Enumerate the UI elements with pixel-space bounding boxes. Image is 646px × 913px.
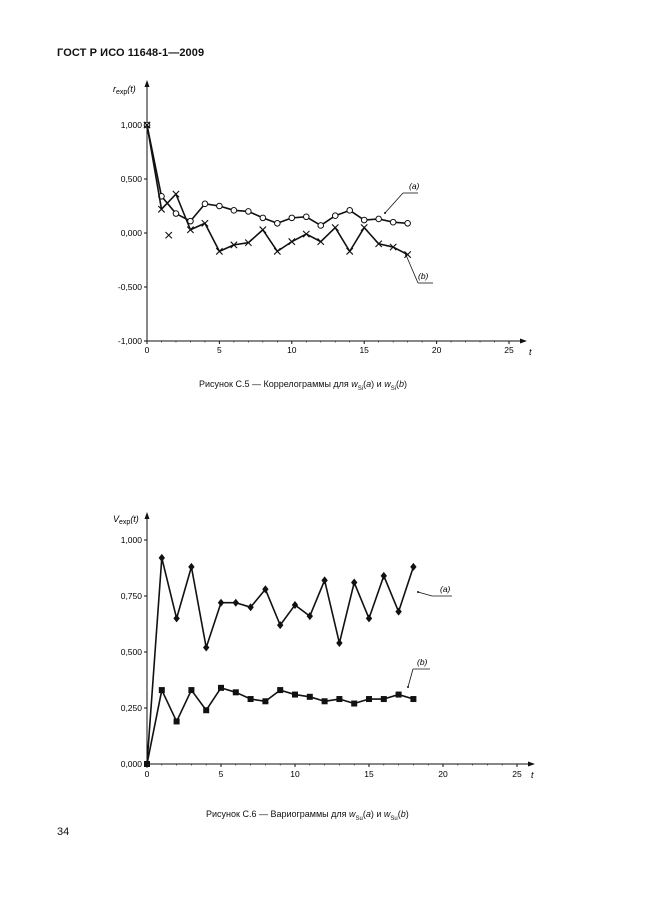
data-point xyxy=(366,614,372,622)
y-axis-label-main: V xyxy=(113,514,120,524)
data-point xyxy=(188,687,194,693)
data-point xyxy=(381,696,387,702)
y-tick-label: 0,500 xyxy=(120,647,142,657)
data-point xyxy=(218,599,224,607)
variogram-axes xyxy=(121,512,535,779)
data-point xyxy=(159,554,165,562)
x-tick-label: 20 xyxy=(431,345,442,355)
series-callout-label: (a) xyxy=(440,584,451,594)
data-point xyxy=(410,696,416,702)
series-callout-label: (a) xyxy=(409,181,420,191)
y-tick-label: 0,250 xyxy=(120,703,142,713)
y-tick-label: 0,000 xyxy=(120,759,142,769)
y-axis-label-arg: (t) xyxy=(127,84,136,94)
caption-prefix: Рисунок С.5 — Коррелограммы для xyxy=(199,379,352,389)
x-tick-label: 10 xyxy=(290,769,300,779)
caption-prefix: Рисунок С.6 — Вариограммы для xyxy=(206,809,350,819)
callout-leader xyxy=(408,669,413,687)
caption-mid1: ( xyxy=(363,379,367,389)
data-point xyxy=(188,563,194,571)
data-point xyxy=(173,614,179,622)
caption-a: a xyxy=(366,379,372,389)
data-point xyxy=(174,718,180,724)
series-0 xyxy=(144,554,417,768)
caption-w1: w xyxy=(349,809,356,819)
variogram-labels xyxy=(113,514,534,780)
x-axis-arrow xyxy=(528,762,535,767)
series-callout-label: (b) xyxy=(418,271,429,281)
caption-w1-sub: Si xyxy=(357,385,364,392)
y-axis-label xyxy=(113,514,139,526)
data-point xyxy=(336,639,342,647)
caption-mid2: ) и xyxy=(370,809,384,819)
variogram-series xyxy=(144,554,417,768)
x-tick-label: 5 xyxy=(218,769,224,779)
data-point xyxy=(233,599,239,607)
callout-leader-tip xyxy=(417,591,419,593)
y-tick-label: 1,000 xyxy=(120,120,142,130)
data-point xyxy=(292,692,298,698)
caption-w2-sub: Si xyxy=(390,385,397,392)
x-axis-label: t xyxy=(531,770,534,780)
x-axis-label: t xyxy=(529,347,532,357)
data-point xyxy=(396,692,402,698)
series-line-1 xyxy=(147,688,413,764)
x-tick-label: 0 xyxy=(144,345,150,355)
data-point xyxy=(218,685,224,691)
document-header: ГОСТ Р ИСО 11648-1—2009 xyxy=(57,47,205,59)
data-point xyxy=(277,687,283,693)
y-tick-label: -1,000 xyxy=(117,336,142,346)
x-tick-label: 10 xyxy=(287,345,297,355)
y-axis-arrow xyxy=(145,512,150,519)
x-tick-label: 20 xyxy=(438,769,448,779)
y-tick-label: 0,000 xyxy=(120,228,142,238)
series-1 xyxy=(144,685,416,767)
figure-caption-c5 xyxy=(199,379,407,392)
caption-w2-sub: Su xyxy=(390,815,398,822)
y-tick-label: 1,000 xyxy=(120,535,142,545)
y-tick-label: 0,750 xyxy=(120,591,142,601)
caption-mid1: ( xyxy=(362,809,366,819)
data-point xyxy=(203,644,209,652)
callout-leader-tip xyxy=(407,686,409,688)
data-point xyxy=(144,761,150,767)
x-tick-label: 0 xyxy=(144,769,150,779)
x-tick-label: 5 xyxy=(217,345,222,355)
data-point xyxy=(307,612,313,620)
series-callout-label: (b) xyxy=(417,657,428,667)
page-number: 34 xyxy=(57,826,70,838)
caption-suffix: ) xyxy=(405,809,409,819)
y-tick-label: -0,500 xyxy=(117,282,142,292)
caption-mid2: ) и xyxy=(371,379,385,389)
data-point xyxy=(410,563,416,571)
x-tick-label: 15 xyxy=(359,345,369,355)
data-point xyxy=(233,689,239,695)
figure-caption-c6 xyxy=(206,809,409,822)
x-tick-label: 25 xyxy=(504,345,514,355)
caption-b: b xyxy=(400,809,406,819)
data-point xyxy=(351,701,357,707)
data-point xyxy=(321,576,327,584)
caption-b: b xyxy=(399,379,405,389)
caption-w2: w xyxy=(384,379,391,389)
y-tick-label: 0,500 xyxy=(120,174,142,184)
data-point xyxy=(159,687,165,693)
caption-w2: w xyxy=(383,809,391,819)
caption-a: a xyxy=(365,809,371,819)
data-point xyxy=(203,707,209,713)
caption-mid3: ( xyxy=(397,809,401,819)
x-tick-label: 25 xyxy=(512,769,522,779)
caption-w1: w xyxy=(351,379,358,389)
data-point xyxy=(262,698,268,704)
data-point xyxy=(336,696,342,702)
data-point xyxy=(381,572,387,580)
x-tick-label: 15 xyxy=(364,769,374,779)
callout-leader xyxy=(418,592,432,596)
series-line-0 xyxy=(147,558,413,764)
data-point xyxy=(395,608,401,616)
data-point xyxy=(322,698,328,704)
y-axis-label-sub: exp xyxy=(116,89,128,96)
data-point xyxy=(307,694,313,700)
caption-suffix: ) xyxy=(404,379,408,389)
data-point xyxy=(366,696,372,702)
series-callout-0 xyxy=(417,584,452,596)
y-axis-label-sub: exp xyxy=(119,519,131,526)
data-point xyxy=(351,579,357,587)
series-callout-1 xyxy=(407,657,430,688)
caption-w1-sub: Su xyxy=(355,815,363,822)
caption-mid3: ( xyxy=(396,379,400,389)
y-axis-label-arg: (t) xyxy=(130,514,139,524)
data-point xyxy=(248,696,254,702)
y-axis-label-main: r xyxy=(113,84,116,94)
